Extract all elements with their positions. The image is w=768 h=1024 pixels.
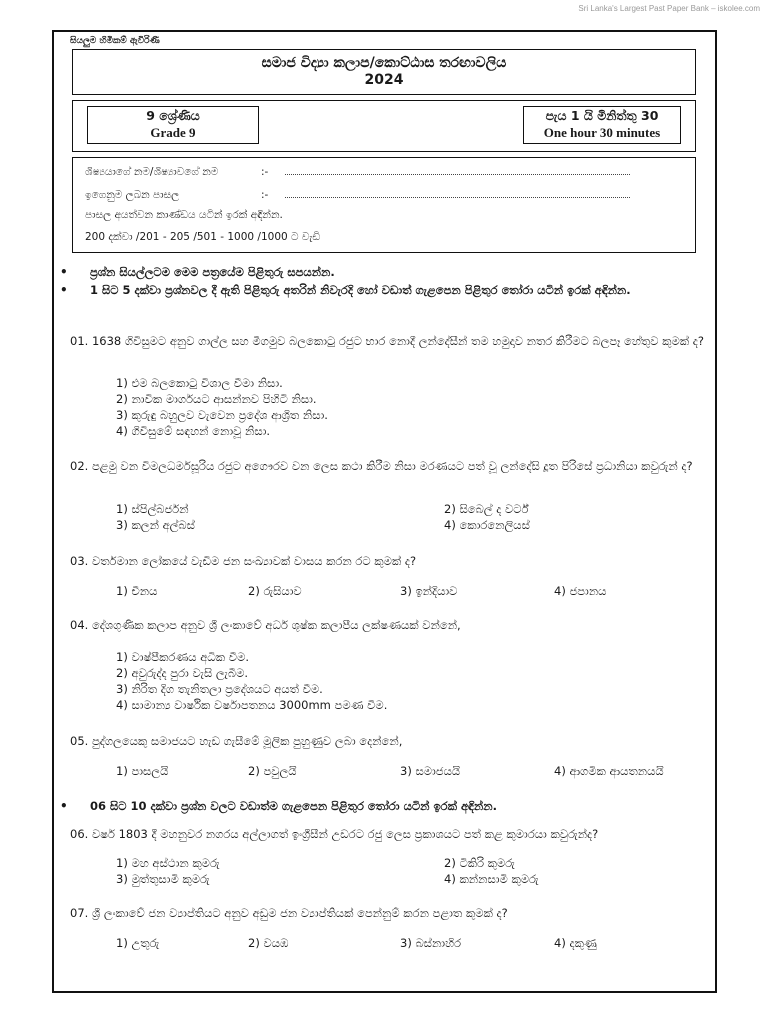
time-english: One hour 30 minutes — [543, 125, 661, 140]
student-info-box — [72, 157, 696, 253]
q5-option-1[interactable]: 1) පාසලයි — [116, 764, 169, 778]
question-6: 06. වර්ෂ 1803 දී මහනුවර නගරය අල්ලාගත් ඉංග්‍රීසීන් උඩරට රජු ලෙස ප්‍රකාශයට පත් කළ කුමාරයා කවුරුන්ද? — [70, 827, 599, 841]
q6-option-1[interactable]: 1) මහ අස්ථාන කුමරු — [116, 856, 220, 870]
grade-box — [87, 106, 259, 144]
grade-english: Grade 9 — [150, 125, 196, 140]
q4-option-4[interactable]: 4) සාමාන්‍ය වාර්ෂික වර්ෂාපතනය 3000mm පමණ වීම. — [116, 698, 388, 712]
q3-option-4[interactable]: 4) ජපානය — [554, 584, 607, 598]
q4-option-1[interactable]: 1) වාෂ්පීකරණය අධික වීම. — [116, 650, 249, 664]
q6-option-4[interactable]: 4) කන්නසාමි කුමරු — [444, 872, 539, 886]
student-name-row: ශිෂ්‍යයාගේ නම/ශිෂ්‍යාවගේ නම :- — [85, 164, 630, 179]
q7-option-2[interactable]: 2) වයඹ — [248, 936, 289, 950]
q3-option-2[interactable]: 2) රුසියාව — [248, 584, 302, 598]
q2-option-1[interactable]: 1) ස්පිල්බර්ජන් — [116, 502, 189, 516]
q7-option-3[interactable]: 3) බස්නාහිර — [400, 936, 462, 950]
q2-option-4[interactable]: 4) කොරනෙලියස් — [444, 518, 530, 532]
time-sinhala: පැය 1 යි මිනිත්තු 30 — [545, 108, 659, 123]
watermark: Sri Lanka's Largest Past Paper Bank – iskolee.com — [578, 4, 760, 13]
q1-option-3[interactable]: 3) කුරුඳු බහුලව වැවෙන ප්‍රදේශ ආශ්‍රිත නිසා. — [116, 408, 328, 422]
title-box — [72, 49, 696, 95]
question-5: 05. පුද්ගලයෙකු සමාජයට හැඩ ගැසීමේ මූලික පුහුණුව ලබා දෙන්නේ, — [70, 734, 403, 748]
school-categories[interactable]: 200 දක්වා /201 - 205 /501 - 1000 /1000 ට වැඩි — [85, 231, 321, 243]
q1-option-1[interactable]: 1) එම බලකොටු විශාල වීමා නිසා. — [116, 376, 283, 390]
question-4: 04. දේශගුණික කලාප අනුව ශ්‍රී ලංකාවේ අර්ධ ශුෂ්ක කලාපීය ලක්ෂණයක් වන්නේ, — [70, 618, 461, 632]
student-name-label: ශිෂ්‍යයාගේ නම/ශිෂ්‍යාවගේ නම — [85, 166, 219, 178]
paper-year: 2024 — [364, 72, 404, 88]
school-label: ඉගෙනුම ලබන පාසල — [85, 189, 180, 201]
q3-option-3[interactable]: 3) ඉන්දියාව — [400, 584, 458, 598]
q4-option-2[interactable]: 2) අවුරුද්ද පුරා වැසි ලැබීම. — [116, 666, 248, 680]
instruction-2: • 1 සිට 5 දක්වා ප්‍රශ්නවල දී ඇති පිළිතුරු අතරින් නිවැරදි හෝ වඩාත් ගැළපෙන පිළිතුර තෝරා යටින් ඉරක් අඳින්න. — [60, 283, 631, 297]
q1-option-4[interactable]: 4) ගිවිසුමේ සඳහන් නොවූ නිසා. — [116, 424, 271, 438]
q5-option-3[interactable]: 3) සමාජයයි — [400, 764, 461, 778]
q6-option-2[interactable]: 2) ටිකිරි කුමරු — [444, 856, 515, 870]
q5-option-2[interactable]: 2) පවුලයි — [248, 764, 297, 778]
grade-sinhala: 9 ශ්‍රේණිය — [146, 108, 200, 123]
q2-option-2[interactable]: 2) සිබෙල් ද වර්ට් — [444, 502, 529, 516]
school-field[interactable] — [285, 187, 630, 198]
instruction-1: • ප්‍රශ්න සියල්ලටම මෙම පත්‍රයේම පිළිතුරු සපයන්න. — [60, 265, 335, 279]
q5-option-4[interactable]: 4) ආගමික ආයතනයයි — [554, 764, 664, 778]
q3-option-1[interactable]: 1) චීනය — [116, 584, 158, 598]
instruction-3: • 06 සිට 10 දක්වා ප්‍රශ්න වලට වඩාත්ම ගැළපෙන පිළිතුර තෝරා යටින් ඉරක් අඳින්න. — [60, 799, 497, 813]
question-7: 07. ශ්‍රී ලංකාවේ ජන ව්‍යාප්තියට අනුව අඩුම ජන ව්‍යාප්තියක් පෙන්නුම් කරන පළාත කුමක් ද? — [70, 906, 508, 920]
q6-option-3[interactable]: 3) මුත්තුසාමි කුමරු — [116, 872, 210, 886]
time-box — [523, 106, 681, 144]
student-name-field[interactable] — [285, 164, 630, 175]
school-row: ඉගෙනුම ලබන පාසල :- — [85, 187, 630, 202]
q7-option-4[interactable]: 4) දකුණු — [554, 936, 597, 950]
q4-option-3[interactable]: 3) නිරිත දිග තැනිතලා ප්‍රදේශයට අයත් වීම. — [116, 682, 323, 696]
rights-note: සියලුම හිමිකම් ඇවිරිණි — [70, 36, 160, 46]
question-1: 01. 1638 ගිවිසුමට අනුව ගාල්ල සහ මීගමුව බලකොටු රජුට භාර නොදී ලන්දේසීන් තම හමුදාව නතර කිරීමට බලපෑ හේතුව කුමක් ද? — [70, 334, 704, 348]
q2-option-3[interactable]: 3) කලන් අල්බස් — [116, 518, 195, 532]
grade-time-row — [72, 100, 696, 152]
q7-option-1[interactable]: 1) උතුරු — [116, 936, 160, 950]
question-2: 02. පළමු වන විමලධර්මසූරිය රජුට අගෞරව වන ලෙස කථා කිරීම නිසා මරණයට පත් වූ ලන්දේසි දූත පිරිසේ ප්‍රධානියා කවුරුන් ද? — [70, 459, 693, 473]
q1-option-2[interactable]: 2) නාවික මාර්ගයට ආසන්නව පිහිටි නිසා. — [116, 392, 317, 406]
question-3: 03. වර්තමාන ලෝකයේ වැඩිම ජන සංඛ්‍යාවක් වාසය කරන රට කුමක් ද? — [70, 554, 417, 568]
category-instruction: පාසල අයත්වන කාණ්ඩය යටින් ඉරක් අඳින්න. — [85, 209, 283, 221]
paper-title: සමාජ විද්‍යා කලාප/කොට්ඨාස තරඟාවලිය — [261, 55, 507, 71]
